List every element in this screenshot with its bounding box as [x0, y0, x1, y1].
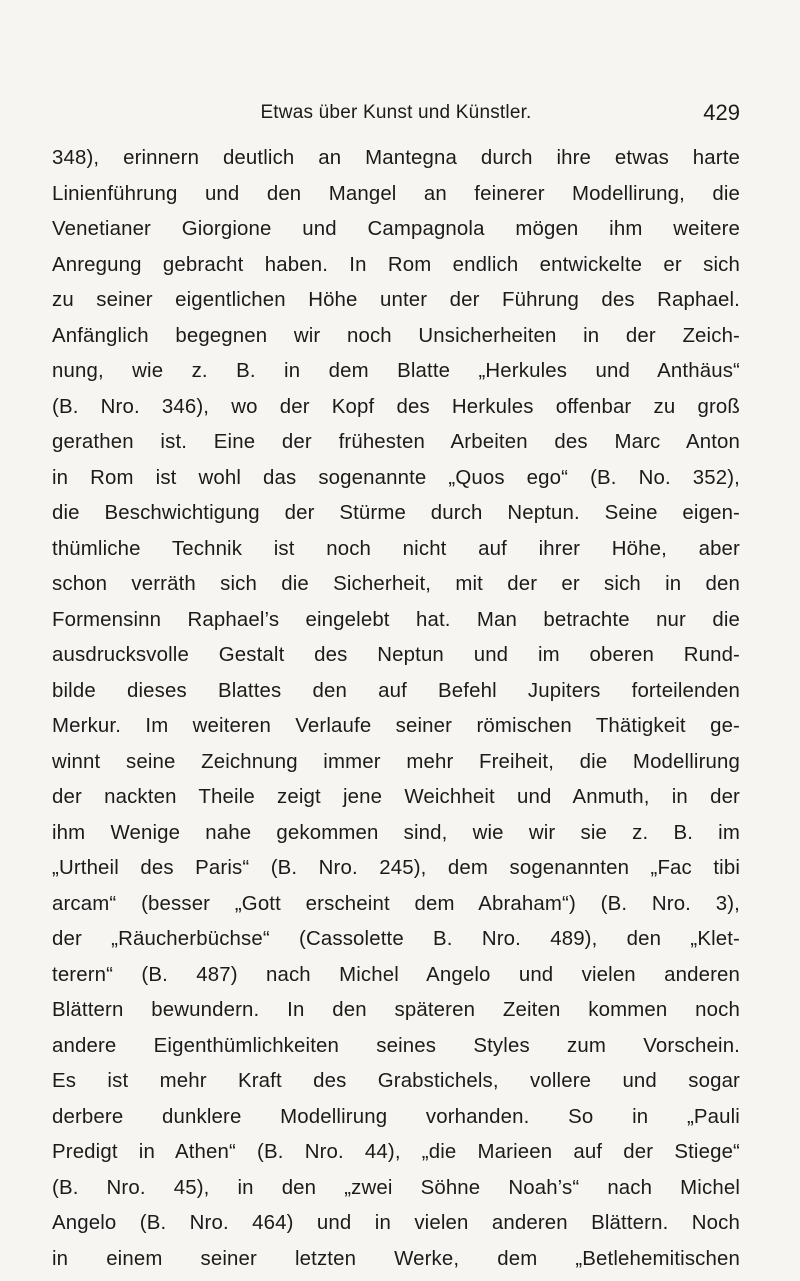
text-line: 348), erinnern deutlich an Mantegna durch ihre etwas harte: [52, 147, 740, 169]
text-line: thümliche Technik ist noch nicht auf ihrer Höhe, aber: [52, 537, 740, 560]
text-line: der „Räucherbüchse“ (Cassolette B. Nro. 489), den „Klet-: [52, 928, 740, 950]
text-line: Predigt in Athen“ (B. Nro. 44), „die Marieen auf der Stiege“: [52, 1141, 740, 1163]
text-line: Linienführung und den Mangel an feinerer Modellirung, die: [52, 182, 740, 205]
text-line: winnt seine Zeichnung immer mehr Freiheit, die Modellirung: [52, 750, 740, 773]
body-text: [52, 141, 740, 1277]
text-line: bilde dieses Blattes den auf Befehl Jupiters forteilenden: [52, 679, 740, 702]
text-line: (B. Nro. 346), wo der Kopf des Herkules offenbar zu groß: [52, 395, 740, 418]
text-line: gerathen ist. Eine der frühesten Arbeiten des Marc Anton: [52, 431, 740, 453]
text-line: „Urtheil des Paris“ (B. Nro. 245), dem sogenannten „Fac tibi: [52, 857, 740, 879]
text-line: der nackten Theile zeigt jene Weichheit und Anmuth, in der: [52, 786, 740, 808]
text-line: Formensinn Raphael’s eingelebt hat. Man betrachte nur die: [52, 608, 740, 631]
text-line: Anfänglich begegnen wir noch Unsicherheiten in der Zeich-: [52, 324, 740, 347]
text-line: ihm Wenige nahe gekommen sind, wie wir sie z. B. im: [52, 821, 740, 844]
text-line: arcam“ (besser „Gott erscheint dem Abraham“) (B. Nro. 3),: [52, 892, 740, 915]
text-line: derbere dunklere Modellirung vorhanden. So in „Pauli: [52, 1105, 740, 1128]
text-line: Venetianer Giorgione und Campagnola mögen ihm weitere: [52, 218, 740, 240]
text-line: schon verräth sich die Sicherheit, mit der er sich in den: [52, 573, 740, 595]
text-line: die Beschwichtigung der Stürme durch Neptun. Seine eigen-: [52, 502, 740, 524]
text-line: andere Eigenthümlichkeiten seines Styles zum Vorschein.: [52, 1034, 740, 1057]
text-line: ausdrucksvolle Gestalt des Neptun und im oberen Rund-: [52, 644, 740, 666]
text-line: nung, wie z. B. in dem Blatte „Herkules und Anthäus“: [52, 360, 740, 382]
running-title: Etwas über Kunst und Künstler.: [260, 102, 532, 123]
text-line: Anregung gebracht haben. In Rom endlich entwickelte er sich: [52, 253, 740, 276]
text-line: (B. Nro. 45), in den „zwei Söhne Noah’s“ nach Michel: [52, 1176, 740, 1199]
text-line: Angelo (B. Nro. 464) und in vielen anderen Blättern. Noch: [52, 1212, 740, 1234]
page-header: [60, 98, 740, 130]
text-line: zu seiner eigentlichen Höhe unter der Führung des Raphael.: [52, 289, 740, 311]
page-number: 429: [703, 100, 740, 125]
text-line: Es ist mehr Kraft des Grabstichels, vollere und sogar: [52, 1070, 740, 1092]
text-line: in einem seiner letzten Werke, dem „Betlehemitischen: [52, 1247, 740, 1270]
text-line: in Rom ist wohl das sogenannte „Quos ego“ (B. No. 352),: [52, 466, 740, 489]
text-line: Blättern bewundern. In den späteren Zeiten kommen noch: [52, 999, 740, 1021]
text-line: terern“ (B. 487) nach Michel Angelo und vielen anderen: [52, 963, 740, 986]
text-line: Merkur. Im weiteren Verlaufe seiner römischen Thätigkeit ge-: [52, 715, 740, 737]
